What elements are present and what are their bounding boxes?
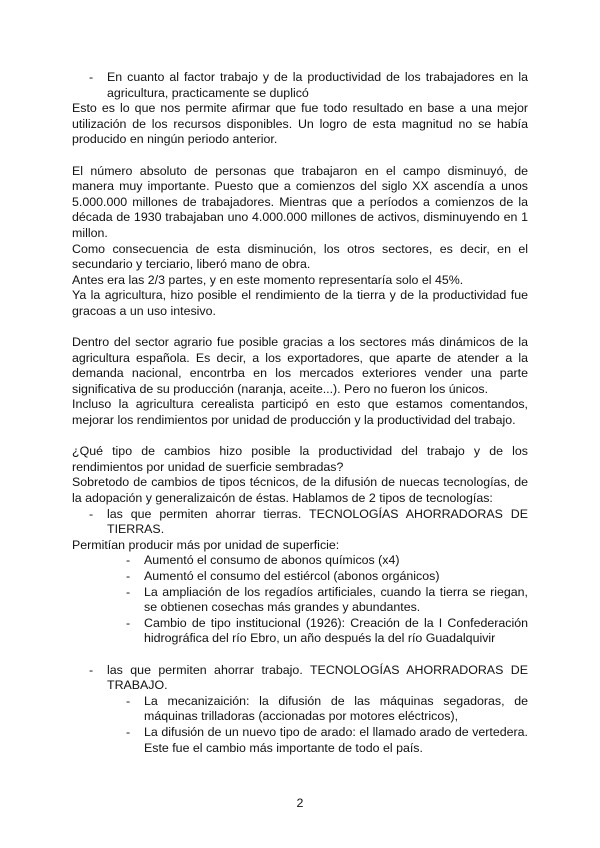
dash-bullet: -	[126, 693, 131, 708]
bullet-text: La mecanizaición: la difusión de las máquinas segadoras, de máquinas trilladoras (accionadas por motores eléctricos),	[144, 693, 528, 724]
bullet-text: las que permiten ahorrar trabajo. TECNOLOGÍAS AHORRADORAS DE TRABAJO.	[107, 662, 528, 693]
paragraph: Esto es lo que nos permite afirmar que fue todo resultado en base a una mejor utilización de los recursos disponibles. Un logro de esta magnitud no se había producido en ningún periodo anterior.	[72, 101, 528, 147]
bullet-text: Aumentó el consumo de abonos químicos (x4)	[144, 553, 400, 568]
bullet-text: las que permiten ahorrar tierras. TECNOLOGÍAS AHORRADORAS DE TIERRAS.	[107, 506, 528, 537]
page-number: 2	[296, 796, 304, 810]
dash-bullet: -	[126, 615, 131, 630]
bullet-item	[89, 662, 528, 694]
dash-bullet: -	[126, 584, 131, 599]
bullet-text: Aumentó el consumo del estiércol (abonos orgánicos)	[144, 569, 440, 583]
paragraph: Ya la agricultura, hizo posible el rendimiento de la tierra y de la productividad fue gracoas a un uso intesivo.	[72, 288, 528, 318]
dash-bullet: -	[126, 569, 131, 583]
sub-bullet-item	[126, 615, 528, 647]
sub-bullet-item	[126, 724, 528, 756]
dash-bullet: -	[89, 662, 94, 677]
bullet-text: La difusión de un nuevo tipo de arado: el llamado arado de vertedera. Este fue el cambio más importante de todo el país.	[144, 724, 528, 755]
dash-bullet: -	[126, 553, 131, 568]
paragraph: El número absoluto de personas que trabajaron en el campo disminuyó, de manera muy importante. Puesto que a comienzos del siglo XX ascendía a unos 5.000.000 millones de trabajadores. Mientras que a períodos a comienzos de la década de 1930 trabajaban uno 4.000.000 millones de activos, disminuyendo en 1 millon.	[72, 163, 528, 240]
dash-bullet: -	[126, 724, 131, 739]
bullet-text: La ampliación de los regadíos artificiales, cuando la tierra se riegan, se obtienen cosechas más grandes y abundantes.	[144, 584, 528, 615]
document-page	[72, 70, 528, 756]
bullet-text: Cambio de tipo institucional (1926): Creación de la I Confederación hidrográfica del río Ebro, un año después la del río Guadalquivir	[144, 615, 528, 646]
bullet-item	[89, 506, 528, 538]
sub-bullet-item	[126, 584, 528, 616]
paragraph: Como consecuencia de esta disminución, los otros sectores, es decir, en el secundario y terciario, liberó mano de obra.	[72, 241, 528, 272]
question-paragraph: ¿Qué tipo de cambios hizo posible la productividad del trabajo y de los rendimientos por unidad de suerficie sembradas?	[72, 444, 528, 474]
bullet-item	[89, 70, 528, 101]
sub-bullet-item	[126, 569, 528, 585]
paragraph: Antes era las 2/3 partes, y en este momento representaría solo el 45%.	[72, 272, 464, 287]
paragraph: Incluso la agricultura cerealista participó en esto que estamos comentandos, mejorar los rendimientos por unidad de producción y la productividad del trabajo.	[72, 397, 528, 428]
sub-bullet-item	[126, 553, 528, 569]
paragraph: Permitían producir más por unidad de superficie:	[72, 537, 340, 552]
paragraph: Dentro del sector agrario fue posible gracias a los sectores más dinámicos de la agricultura española. Es decir, a los exportadores, que aparte de atender a la demanda nacional, encontrba en los mercados exteriores vender una parte significativa de su producción (naranja, aceite...). Pero no fueron los únicos.	[72, 335, 528, 396]
dash-bullet: -	[89, 70, 94, 84]
paragraph: Sobretodo de cambios de tipos técnicos, de la difusión de nuecas tecnologías, de la adopación y generalizaicón de éstas. Hablamos de 2 tipos de tecnologías:	[72, 475, 528, 506]
bullet-text: En cuanto al factor trabajo y de la productividad de los trabajadores en la agricultura, practicamente se duplicó	[107, 70, 528, 100]
dash-bullet: -	[89, 506, 94, 521]
sub-bullet-item	[126, 693, 528, 725]
